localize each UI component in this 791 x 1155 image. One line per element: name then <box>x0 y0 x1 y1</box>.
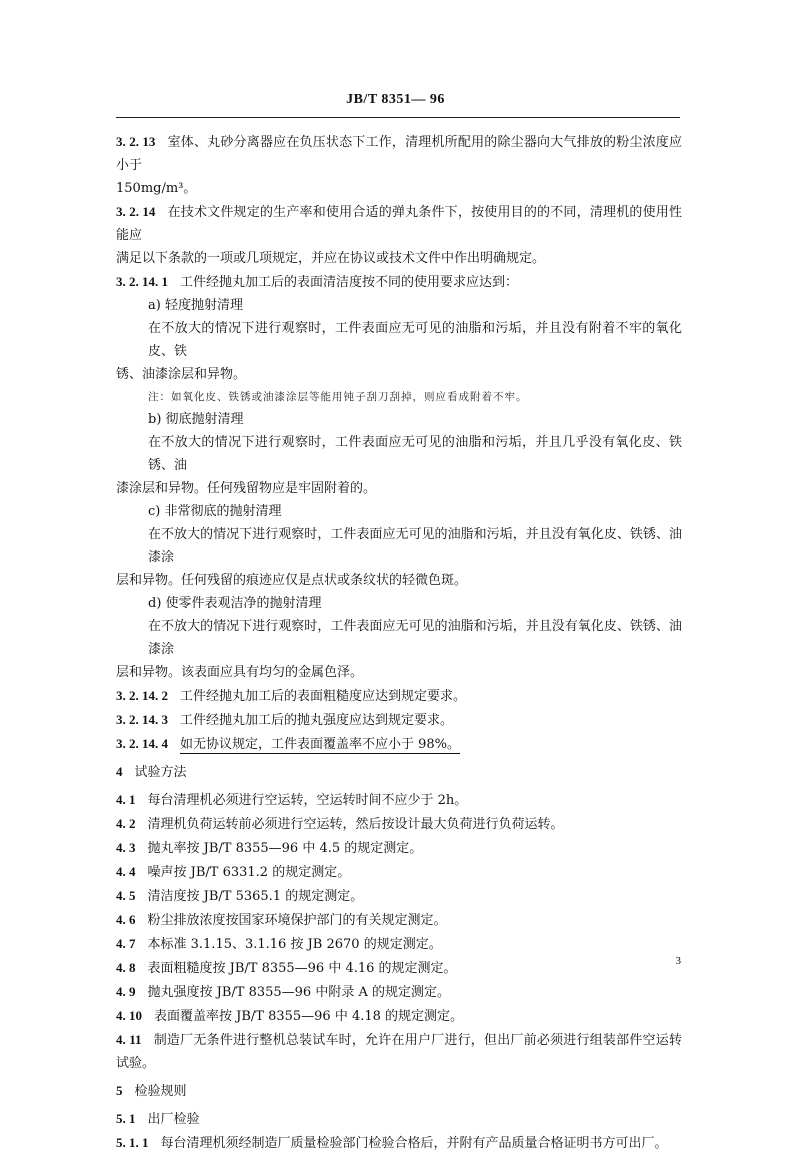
clause-3-2-14-cont: 满足以下条款的一项或几项规定，并应在协议或技术文件中作出明确规定。 <box>116 251 546 266</box>
inspect-5-1: 5. 1 出厂检验 <box>116 1111 200 1127</box>
clause-3-2-13: 3. 2. 13 室体、丸砂分离器应在负压状态下工作，清理机所配用的除尘器向大气排放的粉尘浓度应小于 <box>116 134 682 173</box>
sub-d: d) 使零件表观洁净的抛射清理 <box>148 596 322 611</box>
sub-a: a) 轻度抛射清理 <box>148 298 243 313</box>
para-a: 在不放大的情况下进行观察时，工件表面应无可见的油脂和污垢，并且没有附着不牢的氧化皮、铁 <box>148 321 682 359</box>
page-number: 3 <box>675 955 681 967</box>
section-4-heading: 4 试验方法 <box>116 764 187 780</box>
test-4-5: 4. 5 清洁度按 JB/T 5365.1 的规定测定。 <box>116 888 364 904</box>
para-d: 在不放大的情况下进行观察时，工件表面应无可见的油脂和污垢，并且没有氧化皮、铁锈、油漆涂 <box>148 619 682 657</box>
test-4-8: 4. 8 表面粗糙度按 JB/T 8355—96 中 4.16 的规定测定。 <box>116 960 457 976</box>
test-4-6: 4. 6 粉尘排放浓度按国家环境保护部门的有关规定测定。 <box>116 912 447 928</box>
section-5-heading: 5 检验规则 <box>116 1083 187 1099</box>
document-header: JB/T 8351— 96 <box>346 92 445 107</box>
para-a-cont: 锈、油漆涂层和异物。 <box>116 367 247 382</box>
test-4-7: 4. 7 本标准 3.1.15、3.1.16 按 JB 2670 的规定测定。 <box>116 936 442 952</box>
test-4-2: 4. 2 清理机负荷运转前必须进行空运转，然后按设计最大负荷进行负荷运转。 <box>116 816 564 832</box>
para-b: 在不放大的情况下进行观察时，工件表面应无可见的油脂和污垢，并且几乎没有氧化皮、铁锈、油 <box>148 435 682 473</box>
test-4-4: 4. 4 噪声按 JB/T 6331.2 的规定测定。 <box>116 864 351 880</box>
clause-3-2-14: 3. 2. 14 在技术文件规定的生产率和使用合适的弹丸条件下，按使用目的的不同，清理机的使用性能应 <box>116 204 682 243</box>
clause-3-2-14-2: 3. 2. 14. 2 工件经抛丸加工后的表面粗糙度应达到规定要求。 <box>116 688 467 704</box>
clause-3-2-14-3: 3. 2. 14. 3 工件经抛丸加工后的抛丸强度应达到规定要求。 <box>116 712 454 728</box>
inspect-5-1-1: 5. 1. 1 每台清理机须经制造厂质量检验部门检验合格后，并附有产品质量合格证明书方可出厂。 <box>116 1135 668 1151</box>
para-c-cont: 层和异物。任何残留的痕迹应仅是点状或条纹状的轻微色斑。 <box>116 573 468 588</box>
test-4-3: 4. 3 抛丸率按 JB/T 8355—96 中 4.5 的规定测定。 <box>116 840 423 856</box>
clause-3-2-14-4: 3. 2. 14. 4 如无协议规定，工件表面覆盖率不应小于 98%。 <box>116 736 461 752</box>
sub-b: b) 彻底抛射清理 <box>148 412 244 427</box>
header-rule <box>116 117 680 118</box>
para-c: 在不放大的情况下进行观察时，工件表面应无可见的油脂和污垢，并且没有氧化皮、铁锈、油漆涂 <box>148 527 682 565</box>
clause-3-2-14-1: 3. 2. 14. 1 工件经抛丸加工后的表面清洁度按不同的使用要求应达到： <box>116 274 519 290</box>
sub-c: c) 非常彻底的抛射清理 <box>148 504 282 519</box>
document-body <box>116 130 682 1155</box>
test-4-9: 4. 9 抛丸强度按 JB/T 8355—96 中附录 A 的规定测定。 <box>116 984 450 1000</box>
note: 注：如氧化皮、铁锈或油漆涂层等能用钝子刮刀刮掉，则应看成附着不牢。 <box>148 391 528 403</box>
test-4-11: 4. 11 制造厂无条件进行整机总装试车时，允许在用户厂进行，但出厂前必须进行组装部件空运转试验。 <box>116 1032 682 1071</box>
para-d-cont: 层和异物。该表面应具有均匀的金属色泽。 <box>116 665 364 680</box>
test-4-1: 4. 1 每台清理机必须进行空运转，空运转时间不应少于 2h。 <box>116 792 468 808</box>
clause-3-2-13-cont: 150mg/m³。 <box>116 181 197 196</box>
para-b-cont: 漆涂层和异物。任何残留物应是牢固附着的。 <box>116 481 377 496</box>
test-4-10: 4. 10 表面覆盖率按 JB/T 8355—96 中 4.18 的规定测定。 <box>116 1008 464 1024</box>
